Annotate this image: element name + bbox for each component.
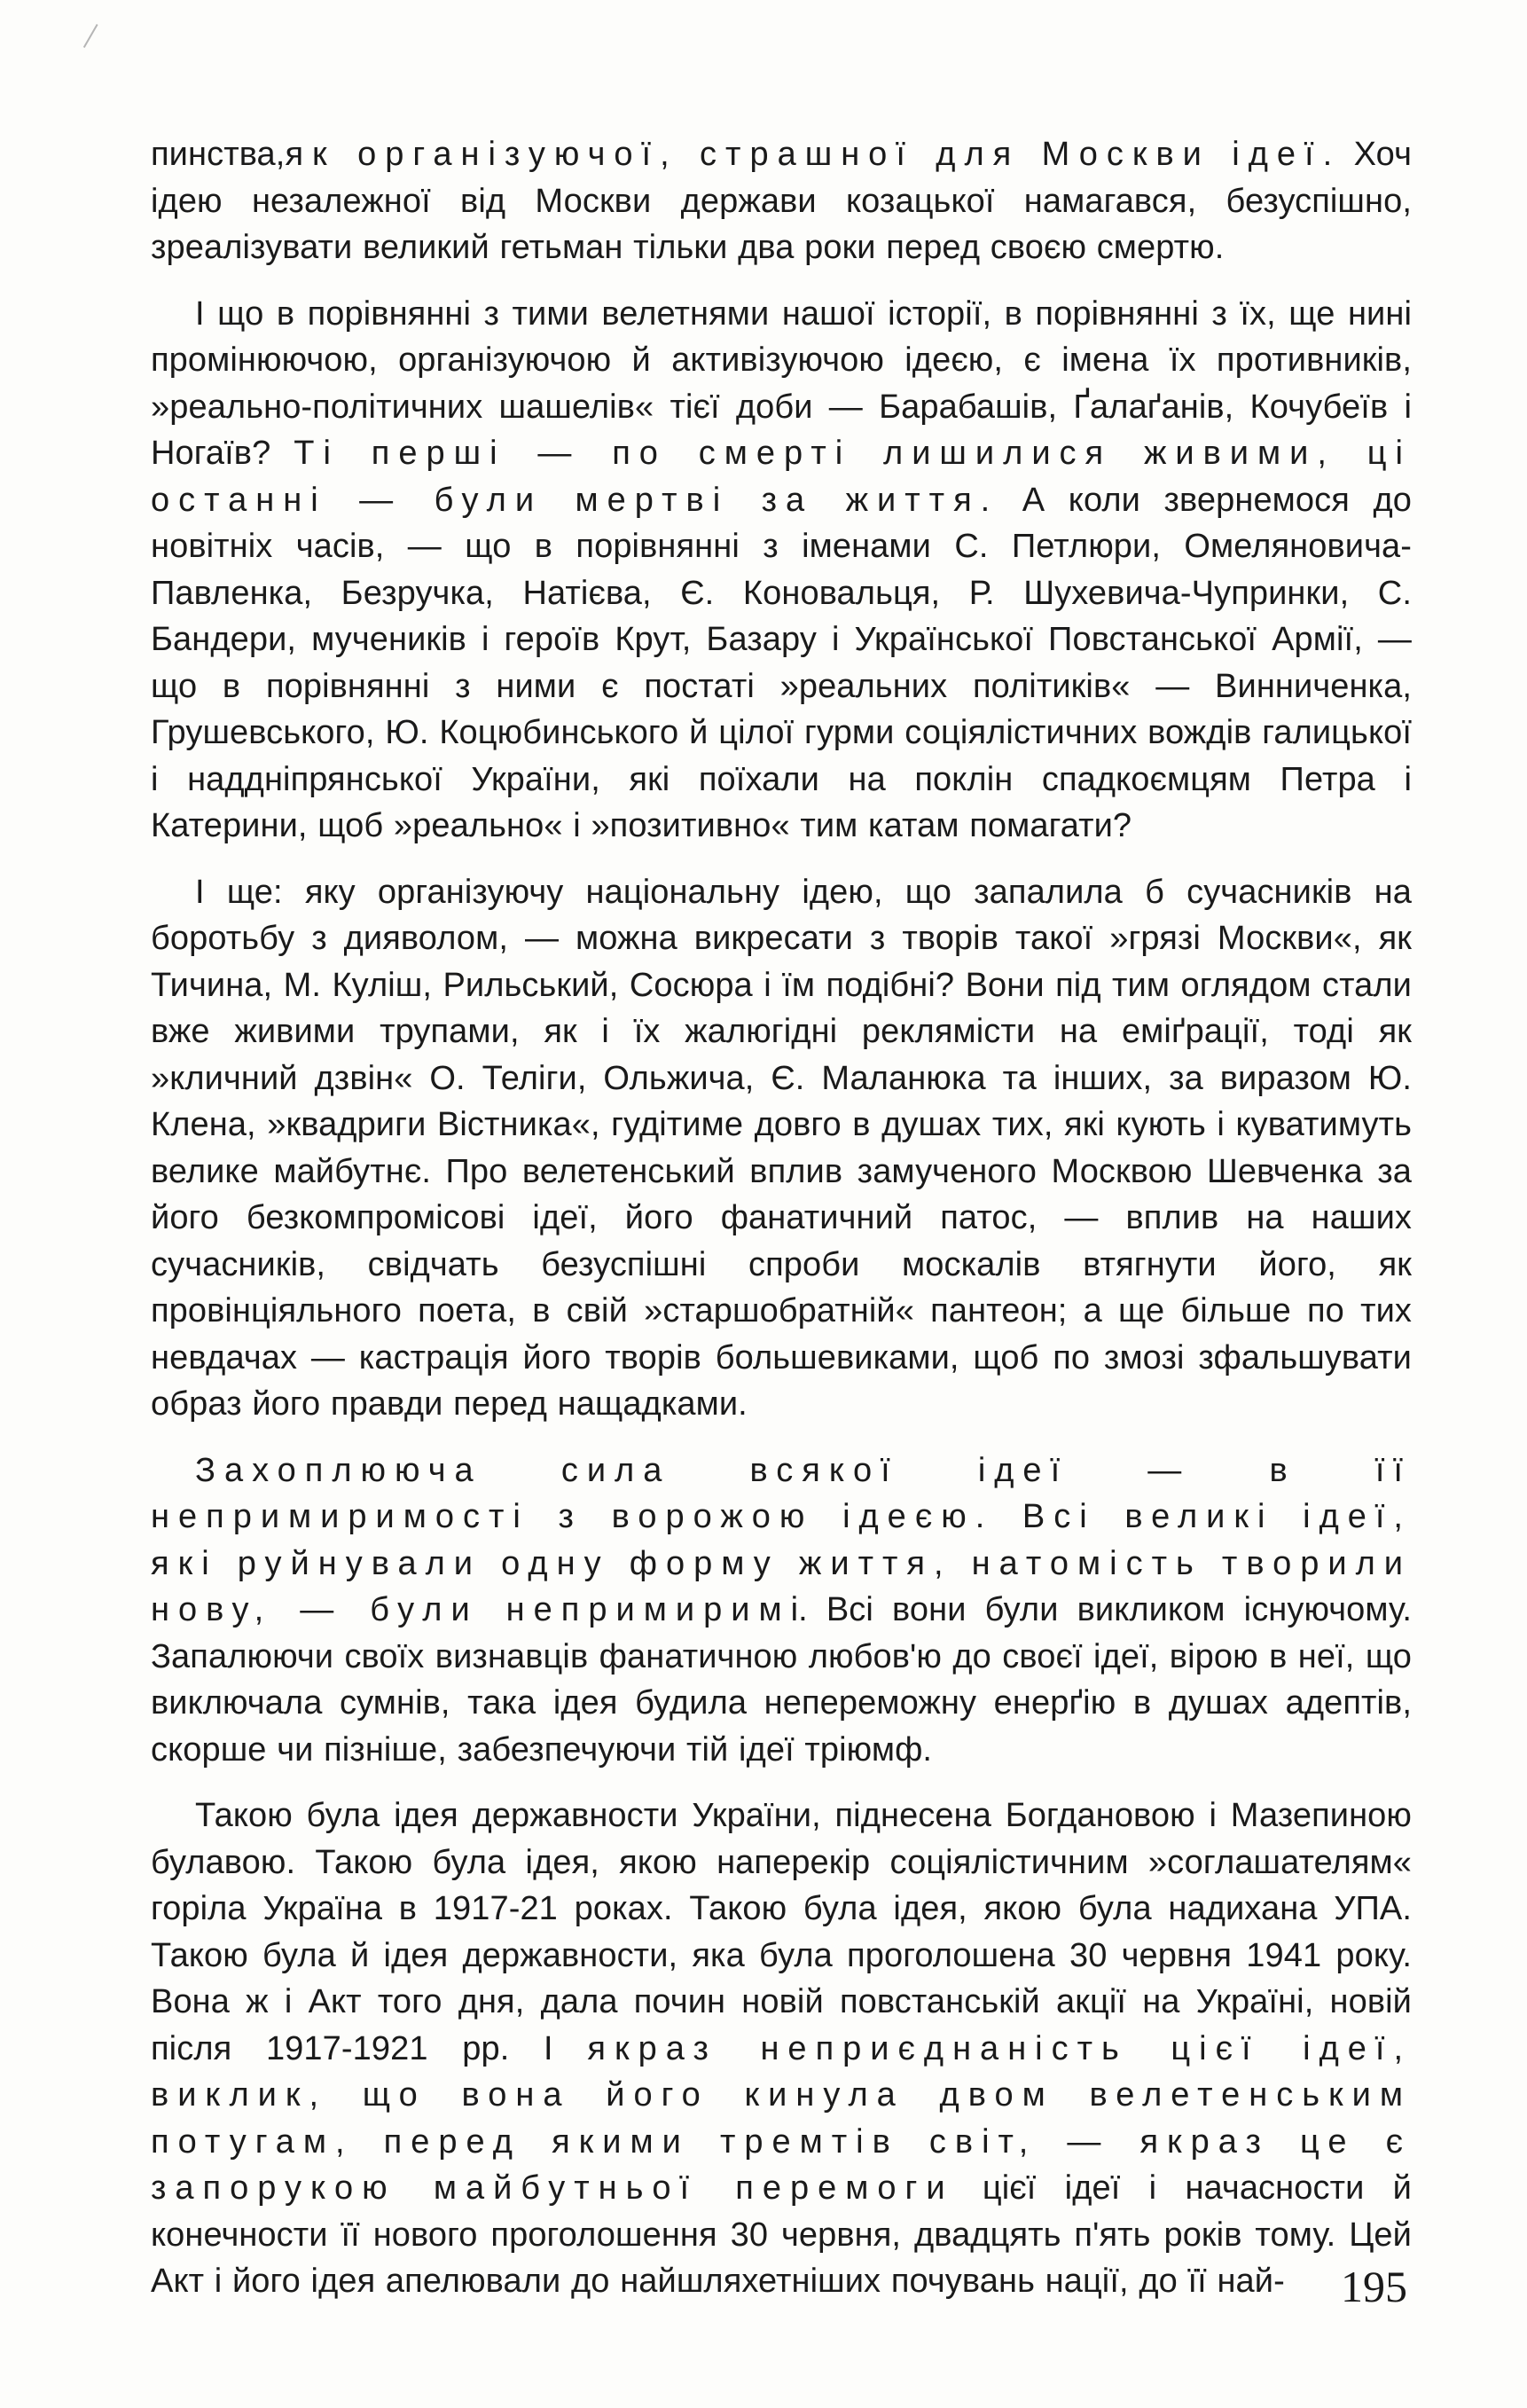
page-number: 195 bbox=[1341, 2262, 1407, 2311]
text-segment: І що в порівнянні з тими велетнями нашої історії, в порівнянні з їх, ще нині промінюючою, організуючою й активізуючою ідеєю, є імена їх противників, »реально-політичних шашелів« тієї доби — Барабашів, Ґалаґанів, Кочубеїв і Ногаїв? bbox=[151, 294, 1412, 472]
text-segment-spaced: як організуючої, страшної для Москви ідеї. bbox=[285, 136, 1342, 173]
paragraph-4 bbox=[151, 1447, 1412, 1774]
text-column bbox=[151, 131, 1412, 2325]
paragraph-3 bbox=[151, 869, 1412, 1428]
text-segment-spaced: Захоплююча сила всякої ідеї — в її непримиримості з ворожою ідеєю. Всі великі ідеї, які руйнували одну форму життя, натомість творили нову, — були непримирим bbox=[151, 1451, 1412, 1628]
pencil-mark bbox=[83, 24, 112, 56]
paragraph-5 bbox=[151, 1792, 1412, 2305]
text-segment: пинства, bbox=[151, 136, 286, 173]
text-segment: Хоч ідею незалежної від Москви держави козацької намагався, безуспішно, зреалізувати великий гетьман тільки два роки перед своєю смертю. bbox=[151, 136, 1412, 266]
text-segment: А коли звернемося до новітніх часів, — що в порівнянні з іменами С. Петлюри, Омеляновича-Павленка, Безручка, Натієва, Є. Коновальця, Р. Шухевича-Чупринки, С. Бандери, мучеників і героїв Крут, Базару і Української Повстанської Армії, — що в порівнянні з ними є постаті »реальних політиків« — Винниченка, Грушевського, Ю. Коцюбинського й цілої гурми соціялістичних вождів галицької і наддніпрянської України, які поїхали на поклін спадкоємцям Петра і Катерини, щоб »реально« і »позитивно« тим катам помагати? bbox=[151, 481, 1412, 844]
text-segment: і. Всі вони були викликом існуючому. Запалюючи своїх визнавців фанатичною любов'ю до своєї ідеї, вірою в неї, що виключала сумнів, така ідея будила непереможну енерґію в душах адептів, скорше чи пізніше, забезпечуючи тій ідеї тріюмф. bbox=[151, 1591, 1412, 1769]
text-segment-spaced: якраз неприєднаність цієї ідеї, виклик, що вона його кинула двом велетенським потугам, перед якими тремтів світ, — якраз це є запорукою майбутньої перемоги bbox=[151, 2029, 1412, 2207]
text-segment-spaced: Ті перші — по смерті лишилися живими, ці останні — були мертві за життя. bbox=[151, 435, 1412, 519]
text-segment: І ще: яку організуючу національну ідею, що запалила б сучасників на боротьбу з дияволом, — можна викресати з творів такої »грязі Москви«, як Тичина, М. Куліш, Рильський, Сосюра і їм подібні? Вони під тим оглядом стали вже живими трупами, як і їх жалюгідні реклямісти на еміґрації, тоді як »кличний дзвін« О. Теліги, Ольжича, Є. Маланюка та інших, за виразом Ю. Клена, »квадриги Вістника«, гудітиме довго в душах тих, які кують і куватимуть велике майбутнє. Про велетенський вплив замученого Москвою Шевченка за його безкомпромісові ідеї, його фанатичний патос, — вплив на наших сучасників, свідчать безуспішні спроби москалів втягнути його, як провінціяльного поета, в свій »старшобратній« пантеон; а ще більше по тих невдачах — кастрація його творів большевиками, щоб по змозі зфальшувати образ його правди перед нащадками. bbox=[151, 873, 1412, 1423]
text-segment: Такою була ідея державности України, піднесена Богдановою і Мазепиною булавою. Такою була ідея, якою наперекір соціялістичним »соглашателям« горіла Україна в 1917-21 роках. Такою була ідея, якою була надихана УПА. Такою була й ідея державности, яка була проголошена 30 червня 1941 року. Вона ж і Акт того дня, дала почин новій повстанській акції на Україні, новій після 1917-1921 рр. І bbox=[151, 1797, 1412, 2067]
paragraph-1 bbox=[151, 131, 1412, 271]
paragraph-2 bbox=[151, 291, 1412, 850]
text-segment: цієї ідеї і начасности й конечности її нового проголошення 30 червня, двадцять п'ять років тому. Цей Акт і його ідея апелювали до найшляхетніших почувань нації, до її най- bbox=[151, 2169, 1412, 2300]
